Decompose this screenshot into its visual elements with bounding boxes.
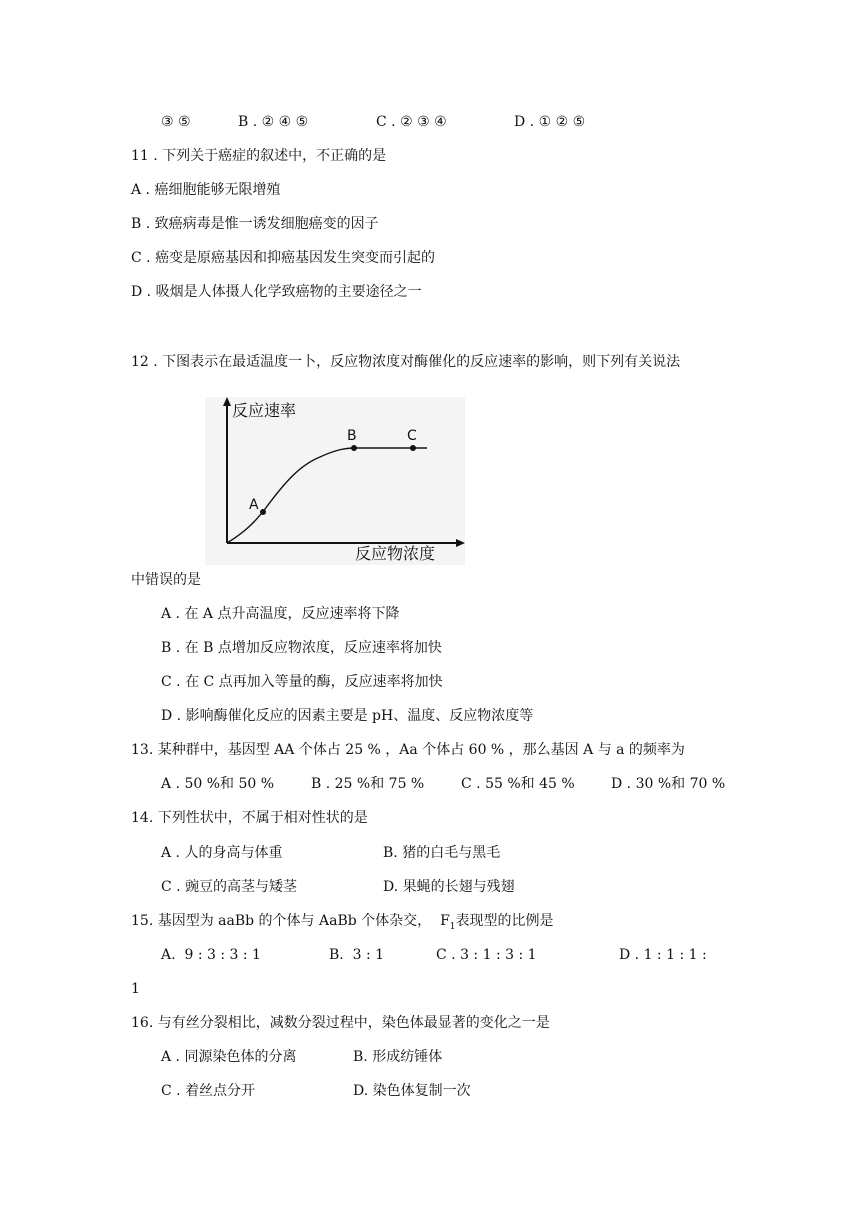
option-c: C . 着丝点分开 — [161, 1083, 256, 1099]
option-b: B. 形成纺锤体 — [353, 1049, 443, 1065]
option-c: C . 癌变是原癌基因和抑癌基因发生突变而引起的 — [131, 250, 436, 266]
option-d: D . 30 %和 70 % — [611, 776, 726, 792]
question-stem-continued: 中错误的是 — [131, 572, 201, 588]
option-c: C . 3 : 1 : 3 : 1 — [436, 947, 537, 963]
option-d: D. 染色体复制一次 — [353, 1083, 471, 1099]
question-stem — [131, 911, 554, 937]
question-stem: 13. 某种群中，基因型 AA 个体占 25 % ，Aa 个体占 60 % ，那么基因 A 与 a 的频率为 — [131, 742, 685, 758]
option-b: B . 在 B 点增加反应物浓度，反应速率将加快 — [161, 640, 442, 656]
figure-background — [205, 397, 465, 565]
question-stem: 11 . 下列关于癌症的叙述中，不正确的是 — [131, 148, 387, 164]
option-b: B . ② ④ ⑤ — [238, 114, 309, 130]
option-c: C . 豌豆的高茎与矮茎 — [161, 879, 298, 895]
option-a: ③ ⑤ — [161, 114, 191, 130]
option-b: B . 25 %和 75 % — [311, 776, 425, 792]
option-a: A . 癌细胞能够无限增殖 — [131, 182, 281, 198]
option-c: C . 55 %和 45 % — [461, 776, 575, 792]
option-a: A . 人的身高与体重 — [161, 845, 283, 861]
x-axis-label: 反应物浓度 — [355, 544, 436, 563]
option-d: D . 1 : 1 : 1 : — [619, 947, 707, 963]
stem-text-pre: 15. 基因型为 aaBb 的个体与 AaBb 个体杂交， F — [131, 913, 450, 929]
point-a-label: A — [249, 497, 259, 513]
option-c: C . ② ③ ④ — [376, 114, 447, 130]
stem-subscript: 1 — [449, 921, 456, 932]
stem-text-post: 表现型的比例是 — [455, 913, 554, 929]
reaction-rate-figure — [205, 397, 465, 565]
option-a: A . 同源染色体的分离 — [161, 1049, 297, 1065]
point-b-marker — [351, 445, 357, 451]
point-c-marker — [410, 445, 416, 451]
option-b: B . 致癌病毒是惟一诱发细胞癌变的因子 — [131, 216, 379, 232]
option-d: D . 吸烟是人体摄人化学致癌物的主要途径之一 — [131, 284, 422, 300]
option-b: B. 3 : 1 — [329, 947, 385, 963]
question-stem: 16. 与有丝分裂相比，减数分裂过程中，染色体最显著的变化之一是 — [131, 1015, 550, 1031]
option-d: D. 果蝇的长翅与残翅 — [383, 879, 515, 895]
option-b: B. 猪的白毛与黑毛 — [383, 845, 501, 861]
option-c: C . 在 C 点再加入等量的酶，反应速率将加快 — [161, 674, 443, 690]
option-a: A. 9 : 3 : 3 : 1 — [161, 947, 261, 963]
question-stem: 14. 下列性状中，不属于相对性状的是 — [131, 810, 368, 826]
y-axis-label: 反应速率 — [232, 401, 297, 420]
option-a: A . 在 A 点升高温度，反应速率将下降 — [161, 606, 400, 622]
option-d: D . ① ② ⑤ — [514, 114, 586, 130]
point-a-marker — [260, 509, 266, 515]
point-c-label: C — [407, 428, 417, 444]
question-stem: 12 . 下图表示在最适温度一卜，反应物浓度对酶催化的反应速率的影响，则下列有关说法 — [131, 354, 681, 370]
point-b-label: B — [347, 428, 357, 444]
option-a: A . 50 %和 50 % — [161, 776, 275, 792]
option-d: D . 影响酶催化反应的因素主要是 pH、温度、反应物浓度等 — [161, 708, 534, 724]
option-d-continued: 1 — [131, 981, 140, 997]
